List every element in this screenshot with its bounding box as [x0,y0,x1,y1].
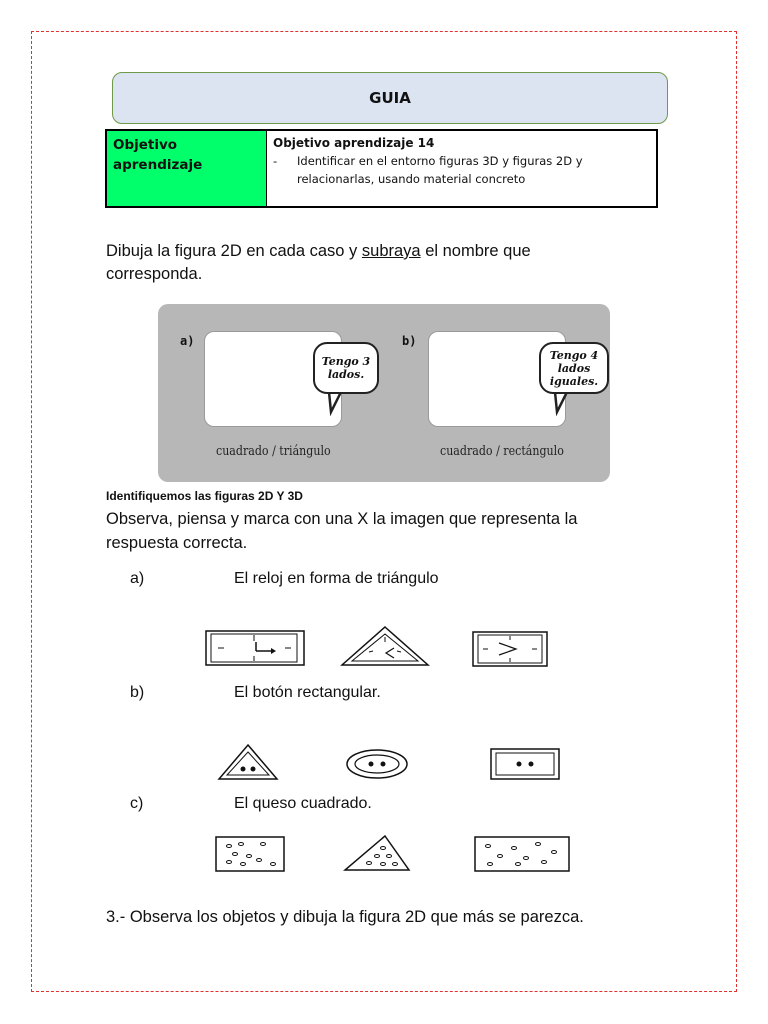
panel-a-letter: a) [180,334,195,348]
page-title-text: GUIA [369,89,411,107]
objective-text: Identificar en el entorno figuras 3D y figuras 2D y relacionarlas, usando material concreto [297,154,583,186]
triangle-clock-icon[interactable] [340,625,430,667]
exercise1-panel [158,304,610,482]
question-a-text: El reloj en forma de triángulo [234,570,439,587]
rectangle-clock-icon[interactable] [205,630,305,666]
question-b-label: b) [130,684,145,701]
bubble-a-tail [325,392,345,416]
triangle-cheese-icon[interactable] [343,834,411,872]
exercise1-instruction [106,240,626,286]
question-a-label: a) [130,570,145,587]
objective-table [105,129,658,208]
rectangle-button-icon[interactable] [490,748,560,780]
triangle-button-icon[interactable] [217,743,279,781]
panel-b-letter: b) [402,334,417,348]
square-cheese-icon[interactable] [215,836,285,872]
objective-title: Objetivo aprendizaje 14 [273,136,435,150]
instruction-part-1: Dibuja la figura 2D en cada caso y [106,242,362,260]
speech-bubble-a: Tengo 3 lados. [313,342,379,394]
bullet-dash: - [273,154,278,168]
exercise2-heading: Identifiquemos las figuras 2D Y 3D [106,489,303,503]
instruction-underlined-word: subraya [361,242,421,260]
rectangle-cheese-icon[interactable] [474,836,570,872]
bubble-b-tail [551,392,571,416]
objective-content [267,131,656,206]
panel-b-caption: cuadrado / rectángulo [440,444,564,459]
objective-bullet [273,152,650,188]
question-c-label: c) [130,795,144,812]
speech-bubble-b: Tengo 4 lados iguales. [539,342,609,394]
question-c-text: El queso cuadrado. [234,795,372,812]
page-title [112,72,668,124]
square-clock-icon[interactable] [472,631,548,667]
question-b-text: El botón rectangular. [234,684,381,701]
circle-button-icon[interactable] [345,748,409,780]
panel-a-caption: cuadrado / triángulo [216,444,331,459]
instruction-part-2: el nombre que corresponda. [106,242,531,283]
exercise3-instruction: 3.- Observa los objetos y dibuja la figura 2D que más se parezca. [106,908,584,926]
exercise2-instruction: Observa, piensa y marca con una X la imagen que representa la respuesta correcta. [106,510,578,552]
objective-label: Objetivo aprendizaje [107,131,267,206]
